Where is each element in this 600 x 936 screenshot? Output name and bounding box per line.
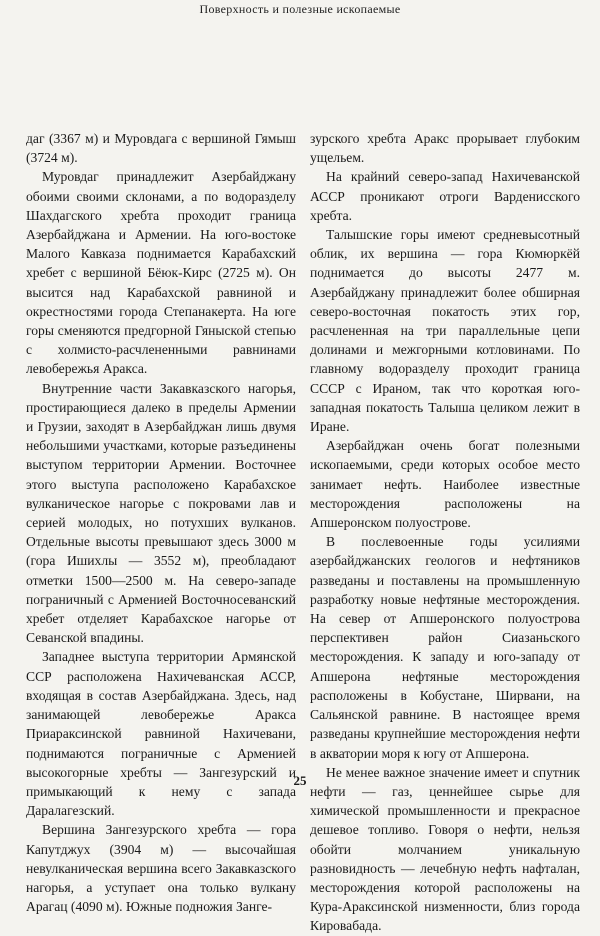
paragraph: даг (3367 м) и Муровдага с вершиной Гямыш (3724 м).: [26, 131, 296, 166]
paragraph: зурского хребта Аракс прорывает глубоким ущельем.: [310, 131, 580, 166]
paragraph: Внутренние части Закавказского нагорья, простирающиеся далеко в пределы Армении и Грузии, заходят в Азербайджан лишь двумя небольшими участками, которые разъединены выступом территории Армении. Восточнее этого выступа расположено Карабахское вулканическое нагорье с покровами лав и серией молодых, но потухших вулканов. Отдельные высоты превышают здесь 3000 м (гора Ишихлы — 3552 м), преобладают отметки 1500—2500 м. На северо-западе пограничный с Арменией Восточносеванский хребет отделяет Карабахское нагорье от Севанской впадины.: [26, 380, 296, 646]
right-column: [310, 129, 580, 936]
paragraph: В послевоенные годы усилиями азербайджанских геологов и нефтяников разведаны и поставлены на промышленную разработку новые нефтяные месторождения. На север от Апшеронского полуострова перспективен район Сиазаньского месторождения. К западу и юго-западу от Апшерона нефтяные месторождения расположены в Кобустане, Ширвани, на Сальянской равнине. В настоящее время разведаны крупнейшие месторождения нефти в акватории моря к югу от Апшерона.: [310, 534, 580, 761]
paragraph: Талышские горы имеют средневысотный облик, их вершина — гора Кюмюркёй поднимается до высоты 2477 м. Азербайджану принадлежит более обширная северо-восточная покатость этих гор, расчлененная на три параллельные цепи долинами и межгорными котловинами. По главному водоразделу проходит граница СССР с Ираном, так что короткая юго-западная покатость Талыша целиком лежит в Иране.: [310, 227, 580, 435]
paragraph: Не менее важное значение имеет и спутник нефти — газ, ценнейшее сырье для химической промышленности и прекрасное дешевое топливо. Говоря о нефти, нельзя обойти молчанием уникальную разновидность — лечебную нефть нафталан, месторождения которой расположены на Кура-Араксинской низменности, близ города Кировабада.: [310, 764, 580, 934]
paragraph: Азербайджан очень богат полезными ископаемыми, среди которых особое место занимает нефть. Наиболее известные месторождения расположены на Апшеронском полуострове.: [310, 438, 580, 531]
paragraph: На крайний северо-запад Нахичеванской АССР проникают отроги Варденисского хребта.: [310, 169, 580, 223]
left-column: [26, 129, 296, 916]
paragraph: Западнее выступа территории Армянской ССР расположена Нахичеванская АССР, входящая в состав Азербайджана. Здесь, над занимающей левобережье Аракса Приараксинской равниной Нахичевани, поднимаются пограничные с Арменией высокогорные хребты — Зангезурский и примыкающий к нему с запада Даралагезский.: [26, 649, 296, 819]
page-number: 25: [293, 773, 307, 788]
running-title: Поверхность и полезные ископаемые: [199, 2, 401, 16]
paragraph: Муровдаг принадлежит Азербайджану обоими своими склонами, а по водоразделу Шахдагского хребта проходит граница Азербайджана и Армении. На юго-востоке Малого Кавказа поднимается Карабахский хребет с вершиной Бёюк-Кирс (2725 м). Он высится над Карабахской равниной и окрестностями города Степанакерта. На юге горы сменяются предгорной Гяныской степью с холмисто-расчлененными равнинами левобережья Аракса.: [26, 169, 296, 377]
paragraph: Вершина Зангезурского хребта — гора Капутджух (3904 м) — высочайшая невулканическая вершина всего Закавказского нагорья, а уступает она только вулкану Арагац (4090 м). Южные подножия Занге-: [26, 822, 296, 915]
